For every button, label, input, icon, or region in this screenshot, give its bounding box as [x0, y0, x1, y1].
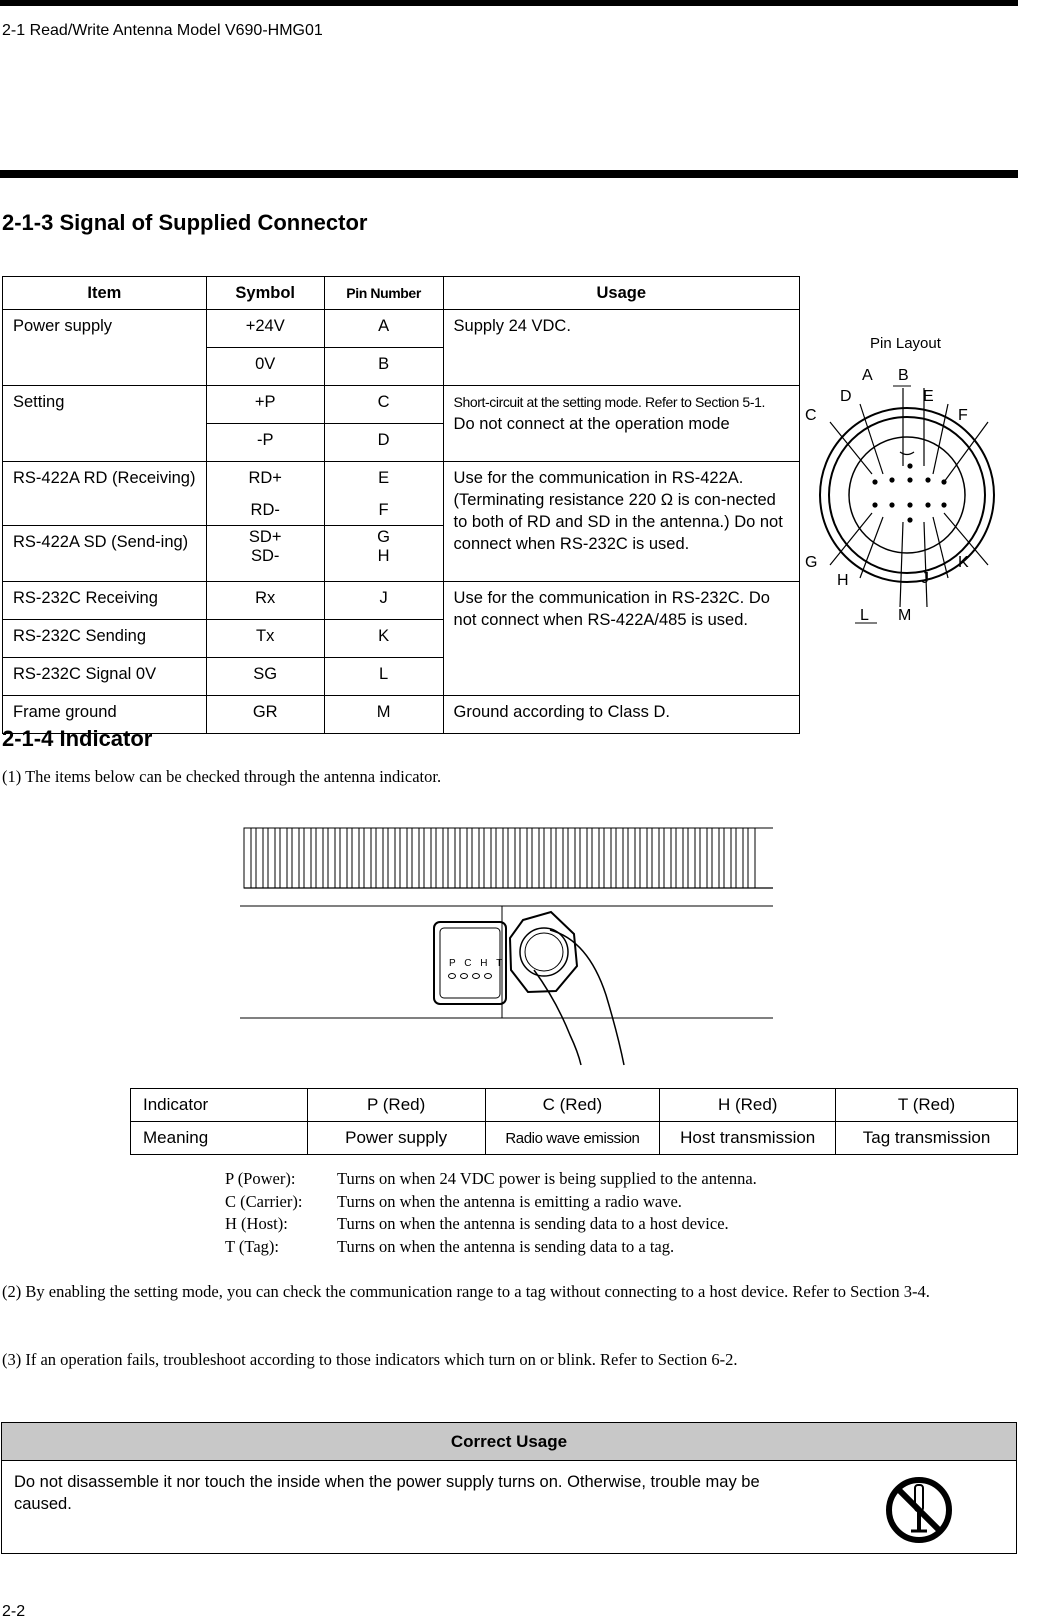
section-214-heading: 2-1-4 Indicator	[2, 726, 153, 751]
col-symbol: Symbol	[206, 277, 324, 310]
fin	[520, 828, 527, 888]
heat-sink-fins	[244, 828, 755, 888]
table-header-row	[3, 277, 800, 310]
pin-e: E	[378, 469, 390, 487]
indicator-lamps	[449, 974, 492, 979]
pin-label-d: D	[840, 388, 852, 405]
desc-key: T (Tag):	[225, 1236, 279, 1256]
fin	[268, 828, 275, 888]
cell-pin: J	[324, 582, 443, 620]
cell-item: RS-232C Receiving	[3, 582, 207, 620]
connector-inner-ring	[829, 417, 985, 573]
fin	[448, 828, 455, 888]
fin	[616, 828, 623, 888]
cell-item: Setting	[3, 386, 207, 462]
fin	[400, 828, 407, 888]
fin	[484, 828, 491, 888]
table-row	[3, 310, 800, 348]
pin-label-j: J	[921, 570, 929, 587]
pin-label-h: H	[837, 572, 849, 589]
cell-symbol: GR	[206, 696, 324, 734]
pin-g: G	[377, 528, 391, 546]
fin	[700, 828, 707, 888]
indicator-intro: (1) The items below can be checked through the antenna indicator.	[2, 767, 442, 786]
fin	[580, 828, 587, 888]
fin	[412, 828, 419, 888]
correct-usage-box	[1, 1422, 1017, 1554]
pin-layout-title: Pin Layout	[870, 335, 941, 352]
table-row	[131, 1089, 1018, 1122]
pin-dots	[872, 463, 946, 522]
desc-key: H (Host):	[225, 1214, 288, 1233]
fin	[292, 828, 299, 888]
cell-symbol: +24V	[206, 310, 324, 348]
fin	[376, 828, 383, 888]
correct-usage-text: Do not disassemble it nor touch the inside when the power supply turns on. Otherwise, trouble may be caused.	[14, 1473, 760, 1513]
fin	[640, 828, 647, 888]
cell-meaning-h: Host transmission	[660, 1122, 836, 1155]
indicator-descriptions	[225, 1168, 757, 1258]
fin	[592, 828, 599, 888]
fin	[364, 828, 371, 888]
cell-pin: C	[324, 386, 443, 424]
cell-item: RS-422A SD (Send-ing)	[3, 526, 207, 582]
correct-usage-title: Correct Usage	[2, 1423, 1016, 1461]
cell-item: RS-422A RD (Receiving)	[3, 462, 207, 526]
cell-indicator-p: P (Red)	[307, 1089, 485, 1122]
page-number: 2-2	[2, 1603, 26, 1620]
fin	[628, 828, 635, 888]
cell-usage	[443, 386, 799, 462]
cell-pin: M	[324, 696, 443, 734]
fin	[256, 828, 263, 888]
pin-label-c: C	[805, 407, 817, 424]
cell-indicator-label: Indicator	[131, 1089, 308, 1122]
fin	[532, 828, 539, 888]
desc-key: P (Power):	[225, 1169, 296, 1188]
fin	[388, 828, 395, 888]
col-item: Item	[3, 277, 207, 310]
desc-text: Turns on when the antenna is sending data to a tag.	[337, 1236, 675, 1256]
fin	[652, 828, 659, 888]
pin-h: H	[377, 547, 390, 565]
fin	[316, 828, 323, 888]
indicator-table	[130, 1088, 1018, 1155]
cable-gland	[520, 928, 568, 976]
cell-item: Power supply	[3, 310, 207, 386]
fin	[736, 828, 743, 888]
cell-pin: K	[324, 620, 443, 658]
desc-text: Turns on when the antenna is sending data to a host device.	[337, 1214, 729, 1233]
fin	[556, 828, 563, 888]
pin-label-b: B	[898, 367, 909, 384]
list-item	[225, 1213, 757, 1236]
col-pin: Pin Number	[324, 277, 443, 310]
pin-label-e: E	[923, 388, 934, 405]
cell-symbol: 0V	[206, 348, 324, 386]
fin	[328, 828, 335, 888]
cell-symbol	[206, 526, 324, 582]
pin-label-a: A	[862, 367, 873, 384]
fin	[676, 828, 683, 888]
usage-setting-line2: Do not connect at the operation mode	[453, 415, 730, 433]
symbol-sd-minus: SD-	[250, 547, 280, 565]
fin	[304, 828, 311, 888]
cell-pin: B	[324, 348, 443, 386]
table-row	[3, 582, 800, 620]
list-item	[225, 1168, 757, 1191]
fin	[280, 828, 287, 888]
connector-key	[900, 452, 914, 455]
no-disassembly-icon	[884, 1475, 954, 1545]
fin	[712, 828, 719, 888]
cell-meaning-t: Tag transmission	[836, 1122, 1018, 1155]
symbol-rd-plus: RD+	[248, 469, 282, 487]
fin	[508, 828, 515, 888]
cell-item: RS-232C Signal 0V	[3, 658, 207, 696]
cell-meaning-p: Power supply	[307, 1122, 485, 1155]
cell-symbol	[206, 462, 324, 526]
cell-symbol: Tx	[206, 620, 324, 658]
header-rule	[0, 0, 1018, 6]
list-item	[225, 1191, 757, 1214]
cell-usage: Supply 24 VDC.	[443, 310, 799, 386]
symbol-sd-plus: SD+	[248, 528, 282, 546]
section-213-heading: 2-1-3 Signal of Supplied Connector	[2, 210, 368, 235]
cable	[550, 930, 624, 1065]
pin-label-m: M	[898, 607, 912, 624]
pin-label-l: L	[860, 607, 869, 624]
paragraph-setting-mode: (2) By enabling the setting mode, you can check the communication range to a tag without connecting to a host device. Refer to Section 3-4.	[2, 1282, 930, 1301]
fin	[724, 828, 731, 888]
fin	[244, 828, 251, 888]
pin-label-k: K	[958, 554, 969, 571]
header-rule-bottom	[0, 170, 1018, 178]
paragraph-troubleshoot: (3) If an operation fails, troubleshoot according to those indicators which turn on or blink. Refer to Section 6-2.	[2, 1350, 738, 1369]
desc-text: Turns on when 24 VDC power is being supplied to the antenna.	[337, 1169, 757, 1188]
desc-text: Turns on when the antenna is emitting a radio wave.	[337, 1191, 682, 1211]
pin-label-f: F	[958, 407, 968, 424]
cell-symbol: Rx	[206, 582, 324, 620]
signal-table	[2, 276, 800, 734]
antenna-indicator-illustration	[238, 820, 778, 1065]
col-usage: Usage	[443, 277, 799, 310]
cell-indicator-h: H (Red)	[660, 1089, 836, 1122]
fin	[460, 828, 467, 888]
pin-f: F	[378, 501, 389, 519]
fin	[436, 828, 443, 888]
indicator-letters: P C H T	[449, 958, 506, 969]
cell-symbol: -P	[206, 424, 324, 462]
fin	[688, 828, 695, 888]
list-item	[225, 1236, 757, 1259]
cell-usage: Use for the communication in RS-422A. (Terminating resistance 220 Ω is con-nected to both of RD and SD in the antenna.) Do not connect when RS-232C is used.	[443, 462, 799, 582]
pin-layout-diagram	[805, 330, 1018, 640]
table-row	[131, 1122, 1018, 1155]
cell-pin: L	[324, 658, 443, 696]
fin	[340, 828, 347, 888]
symbol-rd-minus: RD-	[250, 501, 280, 519]
fin	[424, 828, 431, 888]
fin	[544, 828, 551, 888]
fin	[496, 828, 503, 888]
cell-meaning-c: Radio wave emission	[485, 1122, 660, 1155]
fin	[604, 828, 611, 888]
usage-setting-line1: Short-circuit at the setting mode. Refer to Section 5-1.	[453, 394, 765, 410]
header-title: 2-1 Read/Write Antenna Model V690-HMG01	[2, 22, 323, 39]
table-row	[3, 462, 800, 526]
cell-symbol: SG	[206, 658, 324, 696]
pin-label-g: G	[805, 554, 818, 571]
fin	[568, 828, 575, 888]
cell-meaning-label: Meaning	[131, 1122, 308, 1155]
cell-pin: D	[324, 424, 443, 462]
cell-symbol: +P	[206, 386, 324, 424]
cell-pin	[324, 462, 443, 526]
cell-indicator-t: T (Red)	[836, 1089, 1018, 1122]
cell-pin	[324, 526, 443, 582]
cell-indicator-c: C (Red)	[485, 1089, 660, 1122]
table-row	[3, 386, 800, 424]
fin	[352, 828, 359, 888]
cell-item: Frame ground	[3, 696, 207, 734]
fin	[748, 828, 755, 888]
fin	[664, 828, 671, 888]
cell-pin: A	[324, 310, 443, 348]
cell-usage: Ground according to Class D.	[443, 696, 799, 734]
cell-item: RS-232C Sending	[3, 620, 207, 658]
cell-usage: Use for the communication in RS-232C. Do not connect when RS-422A/485 is used.	[443, 582, 799, 696]
desc-key: C (Carrier):	[225, 1191, 303, 1211]
fin	[472, 828, 479, 888]
